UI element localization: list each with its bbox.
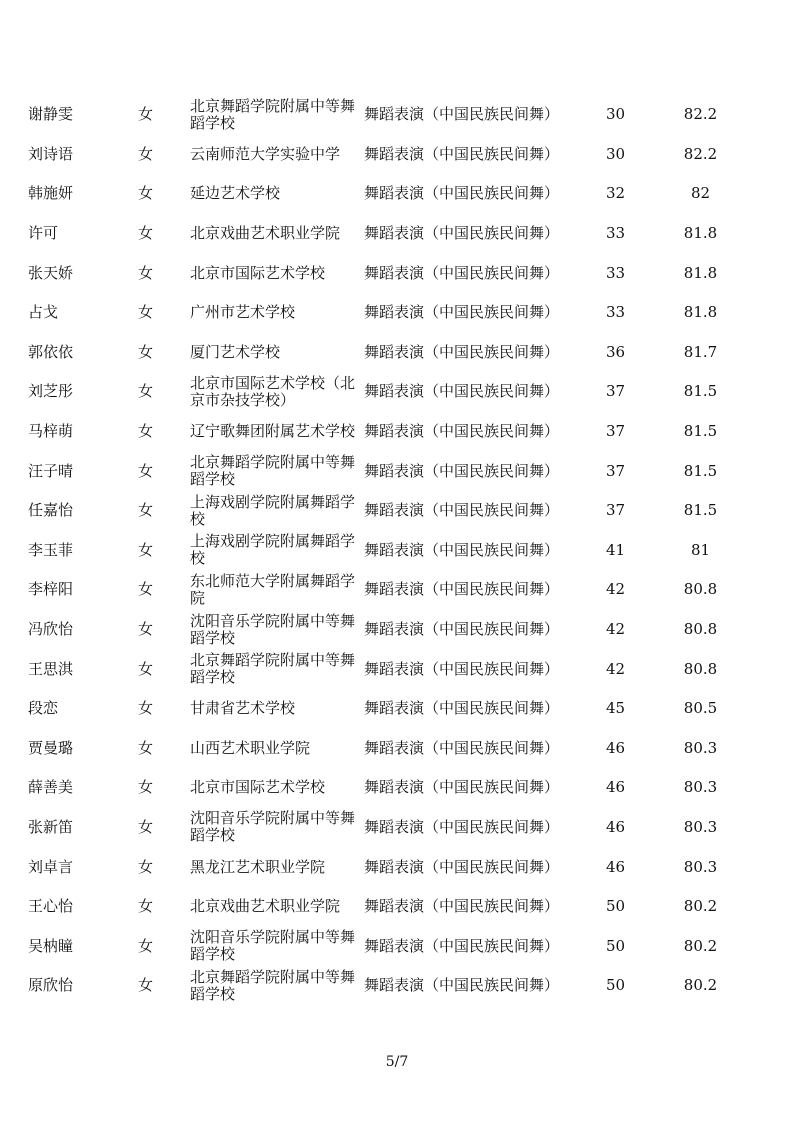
- major-cell: 舞蹈表演（中国民族民间舞）: [364, 620, 560, 639]
- table-row: [28, 887, 748, 927]
- school-cell: 甘肃省艺术学校: [190, 699, 296, 718]
- student-name-cell: 冯欣怡: [28, 620, 74, 639]
- school-cell: 北京戏曲艺术职业学院: [190, 897, 341, 916]
- gender-cell: 女: [138, 659, 154, 678]
- score-cell: 80.2: [683, 936, 718, 955]
- school-cell: 厦门艺术学校: [190, 342, 281, 361]
- page-number: 5/7: [385, 1054, 409, 1070]
- score-cell: 82.2: [683, 144, 718, 163]
- rank-cell: 50: [605, 897, 626, 916]
- gender-cell: 女: [138, 342, 154, 361]
- school-cell: 沈阳音乐学院附属中等舞蹈学校: [190, 928, 356, 964]
- table-row: [28, 372, 748, 412]
- student-name-cell: 薛善美: [28, 778, 74, 797]
- table-row: [28, 333, 748, 373]
- score-cell: 81.8: [683, 303, 718, 322]
- gender-cell: 女: [138, 263, 154, 282]
- student-name-cell: 王思淇: [28, 659, 74, 678]
- gender-cell: 女: [138, 501, 154, 520]
- table-row: [28, 729, 748, 769]
- rank-cell: 36: [605, 342, 626, 361]
- results-table: [28, 95, 748, 1006]
- gender-cell: 女: [138, 105, 154, 124]
- major-cell: 舞蹈表演（中国民族民间舞）: [364, 540, 560, 559]
- score-cell: 80.2: [683, 897, 718, 916]
- student-name-cell: 刘诗语: [28, 144, 74, 163]
- score-cell: 80.8: [683, 580, 718, 599]
- score-cell: 80.3: [683, 778, 718, 797]
- school-cell: 沈阳音乐学院附属中等舞蹈学校: [190, 809, 356, 845]
- student-name-cell: 段恋: [28, 699, 59, 718]
- table-row: [28, 95, 748, 135]
- rank-cell: 37: [605, 461, 626, 480]
- major-cell: 舞蹈表演（中国民族民间舞）: [364, 105, 560, 124]
- table-row: [28, 135, 748, 175]
- major-cell: 舞蹈表演（中国民族民间舞）: [364, 857, 560, 876]
- score-cell: 81: [690, 540, 711, 559]
- school-cell: 沈阳音乐学院附属中等舞蹈学校: [190, 611, 356, 647]
- school-cell: 上海戏剧学院附属舞蹈学校: [190, 492, 356, 528]
- school-cell: 北京戏曲艺术职业学院: [190, 224, 341, 243]
- major-cell: 舞蹈表演（中国民族民间舞）: [364, 501, 560, 520]
- major-cell: 舞蹈表演（中国民族民间舞）: [364, 976, 560, 995]
- school-cell: 东北师范大学附属舞蹈学院: [190, 571, 356, 607]
- school-cell: 云南师范大学实验中学: [190, 144, 341, 163]
- gender-cell: 女: [138, 382, 154, 401]
- gender-cell: 女: [138, 461, 154, 480]
- major-cell: 舞蹈表演（中国民族民间舞）: [364, 778, 560, 797]
- school-cell: 上海戏剧学院附属舞蹈学校: [190, 532, 356, 568]
- school-cell: 广州市艺术学校: [190, 303, 296, 322]
- school-cell: 北京舞蹈学院附属中等舞蹈学校: [190, 96, 356, 132]
- score-cell: 81.5: [683, 501, 718, 520]
- rank-cell: 46: [605, 857, 626, 876]
- rank-cell: 37: [605, 422, 626, 441]
- score-cell: 80.5: [683, 699, 718, 718]
- gender-cell: 女: [138, 817, 154, 836]
- student-name-cell: 谢静雯: [28, 105, 74, 124]
- score-cell: 81.5: [683, 382, 718, 401]
- major-cell: 舞蹈表演（中国民族民间舞）: [364, 263, 560, 282]
- student-name-cell: 郭依依: [28, 342, 74, 361]
- rank-cell: 46: [605, 817, 626, 836]
- score-cell: 81.8: [683, 224, 718, 243]
- student-name-cell: 汪子晴: [28, 461, 74, 480]
- score-cell: 81.5: [683, 422, 718, 441]
- gender-cell: 女: [138, 976, 154, 995]
- gender-cell: 女: [138, 422, 154, 441]
- student-name-cell: 马梓萌: [28, 422, 74, 441]
- score-cell: 80.3: [683, 817, 718, 836]
- major-cell: 舞蹈表演（中国民族民间舞）: [364, 936, 560, 955]
- rank-cell: 45: [605, 699, 626, 718]
- student-name-cell: 许可: [28, 224, 59, 243]
- table-row: [28, 649, 748, 689]
- school-cell: 延边艺术学校: [190, 184, 281, 203]
- major-cell: 舞蹈表演（中国民族民间舞）: [364, 699, 560, 718]
- gender-cell: 女: [138, 224, 154, 243]
- gender-cell: 女: [138, 857, 154, 876]
- table-row: [28, 808, 748, 848]
- table-row: [28, 531, 748, 571]
- score-cell: 82: [690, 184, 711, 203]
- gender-cell: 女: [138, 738, 154, 757]
- student-name-cell: 刘卓言: [28, 857, 74, 876]
- rank-cell: 50: [605, 936, 626, 955]
- gender-cell: 女: [138, 699, 154, 718]
- rank-cell: 46: [605, 778, 626, 797]
- table-row: [28, 491, 748, 531]
- gender-cell: 女: [138, 144, 154, 163]
- major-cell: 舞蹈表演（中国民族民间舞）: [364, 738, 560, 757]
- score-cell: 80.2: [683, 976, 718, 995]
- gender-cell: 女: [138, 303, 154, 322]
- school-cell: 辽宁歌舞团附属艺术学校: [190, 422, 356, 441]
- major-cell: 舞蹈表演（中国民族民间舞）: [364, 144, 560, 163]
- student-name-cell: 李梓阳: [28, 580, 74, 599]
- rank-cell: 42: [605, 659, 626, 678]
- gender-cell: 女: [138, 897, 154, 916]
- school-cell: 北京市国际艺术学校（北京市杂技学校）: [190, 373, 356, 409]
- gender-cell: 女: [138, 620, 154, 639]
- rank-cell: 41: [605, 540, 626, 559]
- student-name-cell: 李玉菲: [28, 540, 74, 559]
- school-cell: 黑龙江艺术职业学院: [190, 857, 326, 876]
- school-cell: 北京市国际艺术学校: [190, 778, 326, 797]
- major-cell: 舞蹈表演（中国民族民间舞）: [364, 817, 560, 836]
- rank-cell: 30: [605, 144, 626, 163]
- major-cell: 舞蹈表演（中国民族民间舞）: [364, 382, 560, 401]
- major-cell: 舞蹈表演（中国民族民间舞）: [364, 342, 560, 361]
- student-name-cell: 张新笛: [28, 817, 74, 836]
- student-name-cell: 韩施妍: [28, 184, 74, 203]
- gender-cell: 女: [138, 540, 154, 559]
- score-cell: 81.8: [683, 263, 718, 282]
- rank-cell: 46: [605, 738, 626, 757]
- school-cell: 北京市国际艺术学校: [190, 263, 326, 282]
- gender-cell: 女: [138, 580, 154, 599]
- rank-cell: 42: [605, 620, 626, 639]
- major-cell: 舞蹈表演（中国民族民间舞）: [364, 897, 560, 916]
- score-cell: 80.3: [683, 738, 718, 757]
- school-cell: 山西艺术职业学院: [190, 738, 311, 757]
- score-cell: 81.7: [683, 342, 718, 361]
- student-name-cell: 张天娇: [28, 263, 74, 282]
- score-cell: 81.5: [683, 461, 718, 480]
- rank-cell: 30: [605, 105, 626, 124]
- table-row: [28, 412, 748, 452]
- results-table-body: [28, 95, 748, 1006]
- table-row: [28, 966, 748, 1006]
- score-cell: 80.8: [683, 620, 718, 639]
- student-name-cell: 吴枘瞳: [28, 936, 74, 955]
- table-row: [28, 926, 748, 966]
- major-cell: 舞蹈表演（中国民族民间舞）: [364, 461, 560, 480]
- major-cell: 舞蹈表演（中国民族民间舞）: [364, 303, 560, 322]
- major-cell: 舞蹈表演（中国民族民间舞）: [364, 184, 560, 203]
- student-name-cell: 占戈: [28, 303, 59, 322]
- table-row: [28, 610, 748, 650]
- score-cell: 82.2: [683, 105, 718, 124]
- gender-cell: 女: [138, 778, 154, 797]
- rank-cell: 42: [605, 580, 626, 599]
- school-cell: 北京舞蹈学院附属中等舞蹈学校: [190, 651, 356, 687]
- student-name-cell: 原欣怡: [28, 976, 74, 995]
- rank-cell: 37: [605, 501, 626, 520]
- rank-cell: 33: [605, 224, 626, 243]
- gender-cell: 女: [138, 184, 154, 203]
- rank-cell: 37: [605, 382, 626, 401]
- school-cell: 北京舞蹈学院附属中等舞蹈学校: [190, 967, 356, 1003]
- table-row: [28, 689, 748, 729]
- major-cell: 舞蹈表演（中国民族民间舞）: [364, 659, 560, 678]
- major-cell: 舞蹈表演（中国民族民间舞）: [364, 422, 560, 441]
- student-name-cell: 贾曼璐: [28, 738, 74, 757]
- score-cell: 80.3: [683, 857, 718, 876]
- table-row: [28, 570, 748, 610]
- school-cell: 北京舞蹈学院附属中等舞蹈学校: [190, 453, 356, 489]
- table-row: [28, 174, 748, 214]
- table-row: [28, 847, 748, 887]
- table-row: [28, 214, 748, 254]
- rank-cell: 32: [605, 184, 626, 203]
- score-cell: 80.8: [683, 659, 718, 678]
- major-cell: 舞蹈表演（中国民族民间舞）: [364, 224, 560, 243]
- major-cell: 舞蹈表演（中国民族民间舞）: [364, 580, 560, 599]
- table-row: [28, 293, 748, 333]
- table-row: [28, 451, 748, 491]
- rank-cell: 33: [605, 303, 626, 322]
- table-row: [28, 768, 748, 808]
- table-row: [28, 253, 748, 293]
- gender-cell: 女: [138, 936, 154, 955]
- student-name-cell: 刘芝彤: [28, 382, 74, 401]
- rank-cell: 33: [605, 263, 626, 282]
- student-name-cell: 王心怡: [28, 897, 74, 916]
- rank-cell: 50: [605, 976, 626, 995]
- student-name-cell: 任嘉怡: [28, 501, 74, 520]
